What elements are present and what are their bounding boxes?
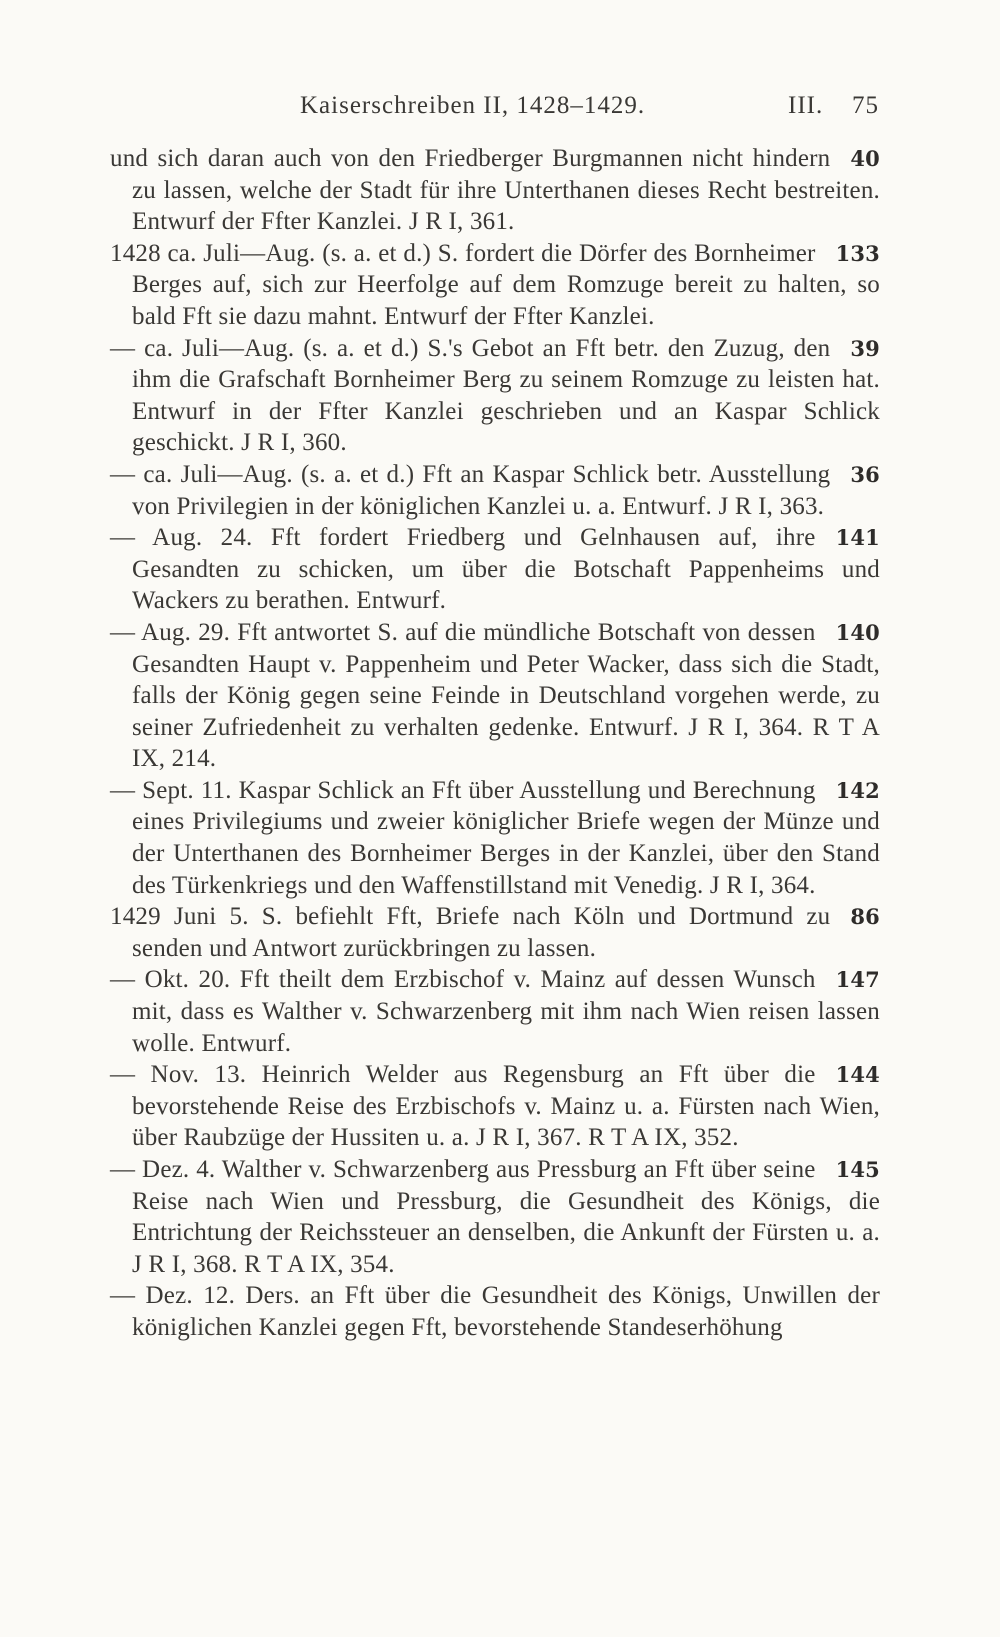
entry-date: 1429 Juni 5.: [110, 903, 249, 931]
section-number: III.: [788, 92, 824, 119]
entry-number: 142: [835, 777, 880, 803]
entry-number: 145: [835, 1157, 880, 1182]
page-number: 75: [852, 92, 879, 119]
entry-date: 1428 ca. Juli—Aug.: [110, 239, 316, 267]
entry-text: Fft antwortet S. auf die mündliche Botschaft von dessen Gesandten Haupt v. Pappenheim und Peter Wacker, dass sich die Stadt, falls der König gegen seine Feinde in Deutschland vorgehen werde, zu seiner Zufriedenheit zu verhalten gedenke. Entwurf. J R I, 364. R T A IX, 214.: [132, 618, 880, 773]
register-entry: [110, 1154, 880, 1280]
entry-date: — Sept. 11.: [110, 776, 232, 804]
register-entry: [110, 333, 880, 459]
entry-date: — Nov. 13.: [110, 1061, 247, 1089]
register-entry: [110, 964, 880, 1059]
entry-date: — Aug. 29.: [110, 618, 231, 646]
register-entry: [110, 238, 880, 333]
entry-date: — ca. Juli—Aug.: [110, 460, 293, 488]
entry-date: — Dez. 4.: [110, 1156, 216, 1183]
entry-text: Ders. an Fft über die Gesundheit des Königs, Unwillen der königlichen Kanzlei gegen Fft, bevorstehende Standeserhöhung: [132, 1282, 881, 1341]
entry-text: S. befiehlt Fft, Briefe nach Köln und Dortmund zu senden und Antwort zurückbringen zu lassen.: [132, 903, 831, 962]
entry-text: (s. a. et d.) S. fordert die Dörfer des Bornheimer Berges auf, sich zur Heerfolge auf dem Romzuge bereit zu halten, so bald Fft sie dazu mahnt. Entwurf der Ffter Kanzlei.: [132, 239, 880, 330]
entry-number: 141: [835, 525, 880, 551]
running-head-title: Kaiserschreiben II, 1428–1429.: [300, 92, 646, 119]
register-entry: [110, 1280, 880, 1343]
entry-text: Fft theilt dem Erzbischof v. Mainz auf dessen Wunsch mit, dass es Walther v. Schwarzenberg mit ihm nach Wien reisen lassen wolle. Entwurf.: [132, 966, 880, 1057]
entry-date: — Dez. 12.: [110, 1282, 236, 1310]
entry-number: 40: [850, 146, 880, 171]
entry-number: 86: [850, 904, 880, 930]
register-entry: [110, 901, 880, 964]
register-entry: [110, 522, 880, 617]
entry-number: 36: [850, 461, 880, 487]
register-entry: [110, 1059, 880, 1154]
register-entry: [110, 143, 880, 238]
entry-text: Fft fordert Friedberg und Gelnhausen auf, ihre Gesandten zu schicken, um über die Botschaft Pappenheims und Wackers zu berathen. Entwurf.: [132, 524, 880, 615]
register-entry: [110, 459, 880, 522]
entry-number: 39: [850, 335, 880, 361]
entry-number: 133: [835, 240, 880, 266]
entry-date: — Aug. 24.: [110, 524, 253, 552]
entry-text: Heinrich Welder aus Regensburg an Fft über die bevorstehende Reise des Erzbischofs v. Mainz u. a. Fürsten nach Wien, über Raubzüge der Hussiten u. a. J R I, 367. R T A IX, 352.: [132, 1061, 880, 1152]
entry-text: Walther v. Schwarzenberg aus Pressburg an Fft über seine Reise nach Wien und Pressburg, die Gesundheit des Königs, die Entrichtung der Reichssteuer an denselben, die Ankunft der Fürsten u. a. J R I, 368. R T A IX, 354.: [132, 1156, 880, 1278]
entry-date: — ca. Juli—Aug.: [110, 334, 295, 362]
entry-text: (s. a. et d.) S.'s Gebot an Fft betr. den Zuzug, den ihm die Grafschaft Bornheimer Berg zu seinem Romzuge zu leisten hat. Entwurf in der Ffter Kanzlei geschrieben und an Kaspar Schlick geschickt. J R I, 360.: [132, 334, 880, 457]
entry-text: (s. a. et d.) Fft an Kaspar Schlick betr. Ausstellung von Privilegien in der königlichen Kanzlei u. a. Entwurf. J R I, 363.: [132, 460, 831, 520]
running-head: [0, 92, 1000, 128]
entry-number: 147: [835, 967, 880, 993]
entry-number: 140: [835, 619, 880, 645]
entry-text: Kaspar Schlick an Fft über Ausstellung und Berechnung eines Privilegiums und zweier königlicher Briefe wegen der Münze und der Unterthanen des Bornheimer Berges in der Kanzlei, über den Stand des Türkenkriegs und den Waffenstillstand mit Venedig. J R I, 364.: [132, 776, 880, 899]
register-entry: [110, 775, 880, 901]
entry-text: und sich daran auch von den Friedberger Burgmannen nicht hindern zu lassen, welche der Stadt für ihre Unterthanen dieses Recht bestreiten. Entwurf der Ffter Kanzlei. J R I, 361.: [110, 145, 880, 236]
register-entries: [110, 143, 880, 1344]
entry-number: 144: [835, 1062, 880, 1088]
entry-date: — Okt. 20.: [110, 966, 231, 994]
register-entry: [110, 617, 880, 775]
